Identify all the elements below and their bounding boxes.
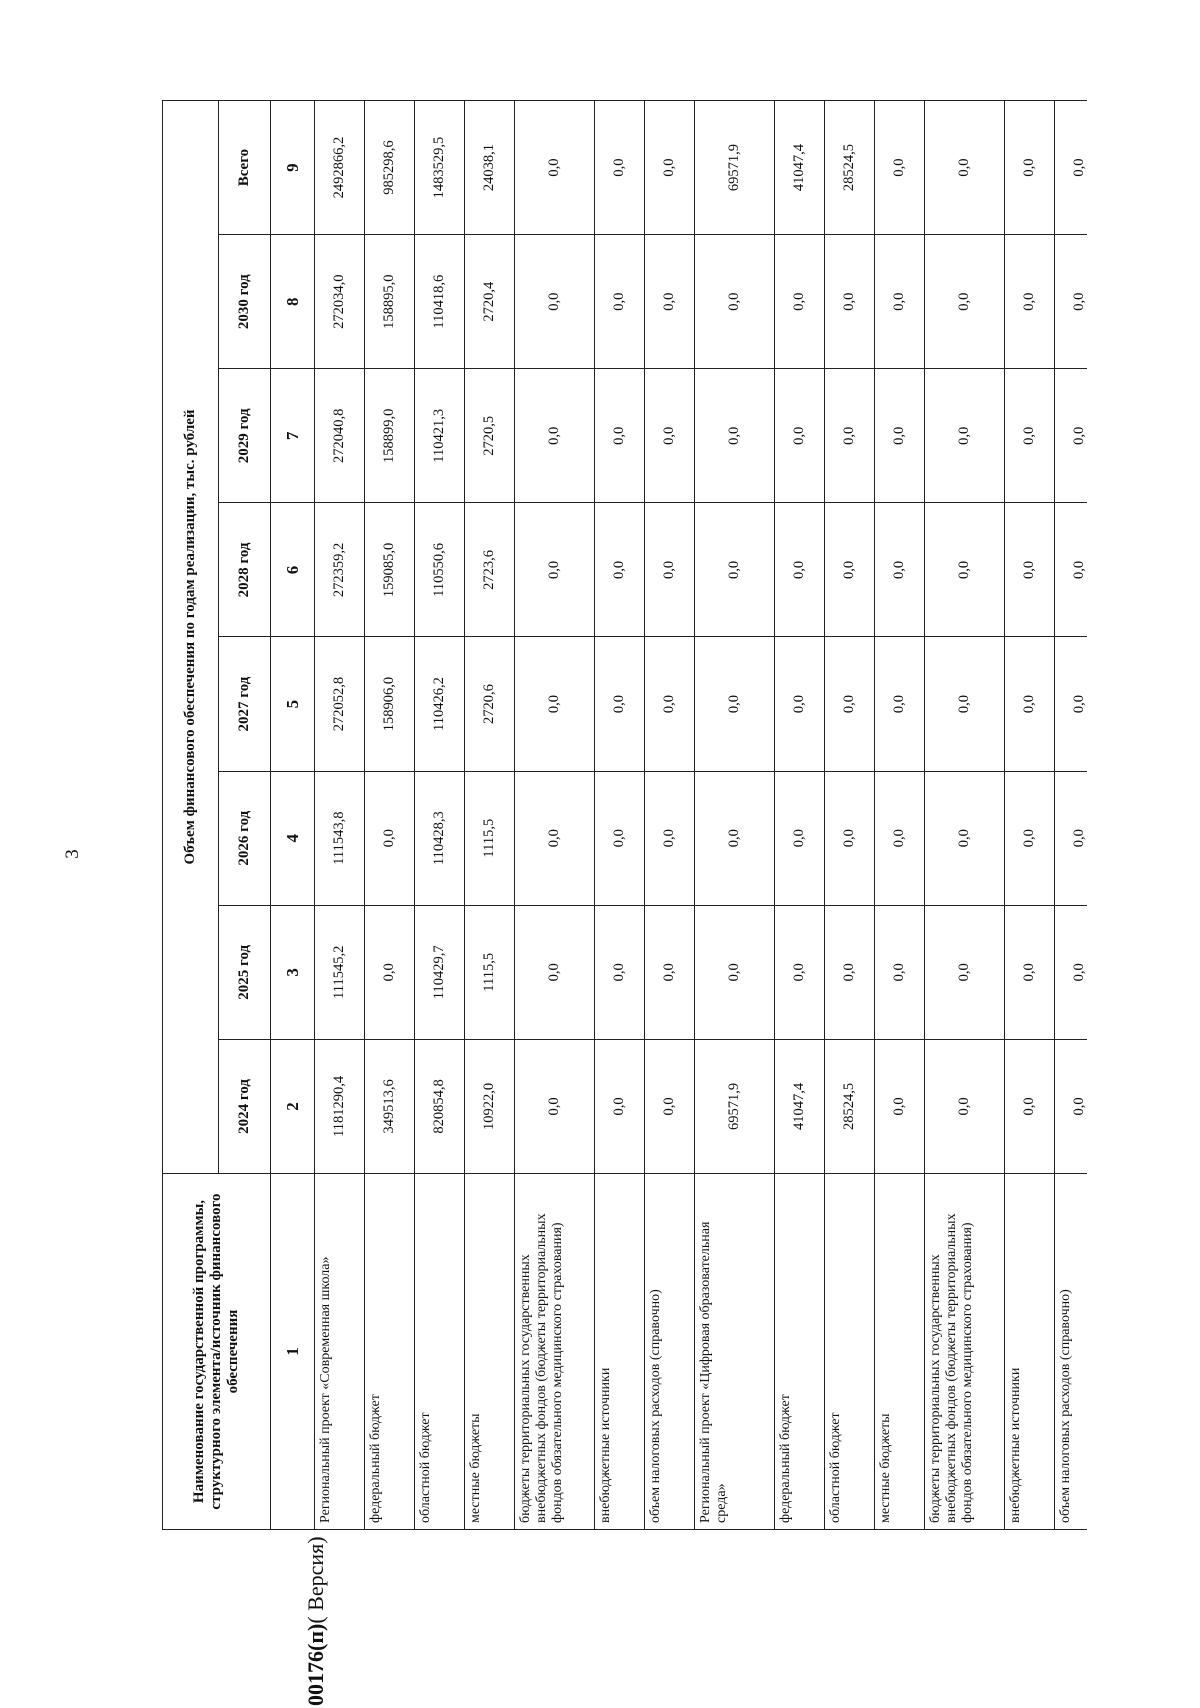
value-cell: 0,0 (695, 503, 775, 637)
value-cell: 0,0 (925, 905, 1005, 1039)
finance-table-frame (162, 100, 1087, 1530)
value-cell: 158899,0 (365, 369, 415, 503)
value-cell: 0,0 (775, 771, 825, 905)
value-cell: 69571,9 (695, 101, 775, 235)
header-group: Объем финансового обеспечения по годам реализации, тыс. рублей (163, 101, 219, 1174)
value-cell: 0,0 (695, 905, 775, 1039)
header-year: 2027 год (219, 637, 271, 771)
value-cell: 0,0 (875, 503, 925, 637)
value-cell: 0,0 (925, 771, 1005, 905)
table-row (415, 101, 465, 1530)
table-body (315, 101, 1088, 1530)
table-row (1005, 101, 1055, 1530)
value-cell: 0,0 (825, 637, 875, 771)
header-column-number: 7 (271, 369, 315, 503)
value-cell: 0,0 (645, 235, 695, 369)
table-row (365, 101, 415, 1530)
value-cell: 0,0 (875, 905, 925, 1039)
table-row (465, 101, 515, 1530)
value-cell: 0,0 (925, 101, 1005, 235)
value-cell: 0,0 (925, 637, 1005, 771)
value-cell: 10922,0 (465, 1039, 515, 1173)
value-cell: 0,0 (875, 369, 925, 503)
value-cell: 0,0 (595, 101, 645, 235)
value-cell: 158906,0 (365, 637, 415, 771)
value-cell: 110550,6 (415, 503, 465, 637)
value-cell: 158895,0 (365, 235, 415, 369)
footer-code-suffix: ( Версия) (303, 1536, 328, 1624)
finance-table (162, 100, 1087, 1530)
value-cell: 69571,9 (695, 1039, 775, 1173)
row-name-cell: бюджеты территориальных государственных внебюджетных фондов (бюджеты территориальных фондов обязательного медицинского страхования) (515, 1174, 595, 1530)
value-cell: 28524,5 (825, 101, 875, 235)
table-row (645, 101, 695, 1530)
value-cell: 0,0 (645, 101, 695, 235)
value-cell: 1115,5 (465, 771, 515, 905)
value-cell: 0,0 (1055, 905, 1088, 1039)
row-name-cell: федеральный бюджет (775, 1174, 825, 1530)
header-year: Всего (219, 101, 271, 235)
value-cell: 0,0 (1055, 235, 1088, 369)
header-year: 2025 год (219, 905, 271, 1039)
value-cell: 820854,8 (415, 1039, 465, 1173)
footer-code (303, 1266, 333, 1706)
value-cell: 0,0 (1055, 637, 1088, 771)
value-cell: 0,0 (695, 369, 775, 503)
value-cell: 41047,4 (775, 1039, 825, 1173)
value-cell: 0,0 (515, 771, 595, 905)
value-cell: 0,0 (775, 503, 825, 637)
value-cell: 110426,2 (415, 637, 465, 771)
value-cell: 1115,5 (465, 905, 515, 1039)
row-name-cell: областной бюджет (415, 1174, 465, 1530)
value-cell: 110421,3 (415, 369, 465, 503)
value-cell: 0,0 (515, 369, 595, 503)
row-name-cell: местные бюджеты (465, 1174, 515, 1530)
value-cell: 0,0 (1005, 235, 1055, 369)
value-cell: 0,0 (875, 771, 925, 905)
value-cell: 0,0 (825, 369, 875, 503)
value-cell: 0,0 (875, 235, 925, 369)
finance-table-rotated (162, 100, 1087, 1530)
value-cell: 0,0 (1005, 771, 1055, 905)
value-cell: 110418,6 (415, 235, 465, 369)
value-cell: 2492866,2 (315, 101, 365, 235)
value-cell: 0,0 (775, 235, 825, 369)
value-cell: 24038,1 (465, 101, 515, 235)
value-cell: 0,0 (365, 771, 415, 905)
value-cell: 272359,2 (315, 503, 365, 637)
value-cell: 0,0 (595, 235, 645, 369)
header-year: 2030 год (219, 235, 271, 369)
value-cell: 0,0 (595, 1039, 645, 1173)
value-cell: 0,0 (515, 235, 595, 369)
value-cell: 0,0 (1005, 1039, 1055, 1173)
value-cell: 349513,6 (365, 1039, 415, 1173)
value-cell: 2720,4 (465, 235, 515, 369)
value-cell: 0,0 (875, 101, 925, 235)
value-cell: 0,0 (825, 235, 875, 369)
value-cell: 1181290,4 (315, 1039, 365, 1173)
value-cell: 111545,2 (315, 905, 365, 1039)
value-cell: 159085,0 (365, 503, 415, 637)
value-cell: 0,0 (1055, 503, 1088, 637)
value-cell: 2720,5 (465, 369, 515, 503)
row-name-cell: объем налоговых расходов (справочно) (1055, 1174, 1088, 1530)
value-cell: 0,0 (1005, 369, 1055, 503)
row-name-cell: бюджеты территориальных государственных внебюджетных фондов (бюджеты территориальных фондов обязательного медицинского страхования) (925, 1174, 1005, 1530)
header-column-number: 9 (271, 101, 315, 235)
value-cell: 0,0 (1055, 369, 1088, 503)
value-cell: 272034,0 (315, 235, 365, 369)
value-cell: 110428,3 (415, 771, 465, 905)
value-cell: 0,0 (1055, 771, 1088, 905)
value-cell: 0,0 (595, 771, 645, 905)
table-row (695, 101, 775, 1530)
value-cell: 0,0 (645, 905, 695, 1039)
row-name-cell: Региональный проект «Современная школа» (315, 1174, 365, 1530)
value-cell: 0,0 (775, 905, 825, 1039)
table-row (595, 101, 645, 1530)
value-cell: 0,0 (925, 235, 1005, 369)
value-cell: 0,0 (695, 235, 775, 369)
value-cell: 0,0 (1005, 637, 1055, 771)
value-cell: 0,0 (645, 369, 695, 503)
value-cell: 0,0 (515, 905, 595, 1039)
row-name-cell: объем налоговых расходов (справочно) (645, 1174, 695, 1530)
row-name-cell: внебюджетные источники (595, 1174, 645, 1530)
value-cell: 0,0 (825, 771, 875, 905)
header-column-number: 4 (271, 771, 315, 905)
value-cell: 1483529,5 (415, 101, 465, 235)
value-cell: 272040,8 (315, 369, 365, 503)
value-cell: 0,0 (775, 637, 825, 771)
header-column-number: 1 (271, 1174, 315, 1530)
value-cell: 0,0 (365, 905, 415, 1039)
table-row (1055, 101, 1088, 1530)
header-year: 2026 год (219, 771, 271, 905)
value-cell: 2720,6 (465, 637, 515, 771)
page-number: 3 (62, 849, 83, 859)
value-cell: 272052,8 (315, 637, 365, 771)
value-cell: 0,0 (695, 637, 775, 771)
value-cell: 0,0 (1055, 1039, 1088, 1173)
value-cell: 28524,5 (825, 1039, 875, 1173)
header-year: 2024 год (219, 1039, 271, 1173)
table-header (163, 101, 315, 1530)
header-year: 2029 год (219, 369, 271, 503)
value-cell: 0,0 (1055, 101, 1088, 235)
table-row (775, 101, 825, 1530)
header-column-number: 8 (271, 235, 315, 369)
header-name: Наименование государственной программы, структурного элемента/источник финансового обеспечения (163, 1174, 271, 1530)
row-name-cell: внебюджетные источники (1005, 1174, 1055, 1530)
value-cell: 0,0 (595, 905, 645, 1039)
table-row (875, 101, 925, 1530)
table-row (825, 101, 875, 1530)
table-row (515, 101, 595, 1530)
header-column-number: 6 (271, 503, 315, 637)
footer-code-number: 00176(п) (303, 1623, 328, 1706)
header-column-number: 5 (271, 637, 315, 771)
value-cell: 0,0 (595, 503, 645, 637)
value-cell: 0,0 (825, 503, 875, 637)
value-cell: 0,0 (645, 637, 695, 771)
header-column-number: 3 (271, 905, 315, 1039)
value-cell: 0,0 (645, 1039, 695, 1173)
value-cell: 0,0 (515, 1039, 595, 1173)
table-row (925, 101, 1005, 1530)
value-cell: 0,0 (1005, 503, 1055, 637)
value-cell: 0,0 (515, 101, 595, 235)
value-cell: 0,0 (875, 1039, 925, 1173)
value-cell: 0,0 (595, 369, 645, 503)
row-name-cell: федеральный бюджет (365, 1174, 415, 1530)
row-name-cell: местные бюджеты (875, 1174, 925, 1530)
value-cell: 0,0 (645, 771, 695, 905)
header-column-number: 2 (271, 1039, 315, 1173)
row-name-cell: областной бюджет (825, 1174, 875, 1530)
value-cell: 0,0 (875, 637, 925, 771)
value-cell: 0,0 (925, 1039, 1005, 1173)
header-year: 2028 год (219, 503, 271, 637)
value-cell: 41047,4 (775, 101, 825, 235)
value-cell: 0,0 (825, 905, 875, 1039)
value-cell: 0,0 (925, 503, 1005, 637)
value-cell: 2723,6 (465, 503, 515, 637)
value-cell: 985298,6 (365, 101, 415, 235)
value-cell: 0,0 (925, 369, 1005, 503)
value-cell: 0,0 (645, 503, 695, 637)
value-cell: 0,0 (1005, 101, 1055, 235)
value-cell: 0,0 (595, 637, 645, 771)
value-cell: 0,0 (1005, 905, 1055, 1039)
value-cell: 110429,7 (415, 905, 465, 1039)
value-cell: 111543,8 (315, 771, 365, 905)
value-cell: 0,0 (775, 369, 825, 503)
value-cell: 0,0 (515, 503, 595, 637)
row-name-cell: Региональный проект «Цифровая образовательная среда» (695, 1174, 775, 1530)
value-cell: 0,0 (695, 771, 775, 905)
value-cell: 0,0 (515, 637, 595, 771)
